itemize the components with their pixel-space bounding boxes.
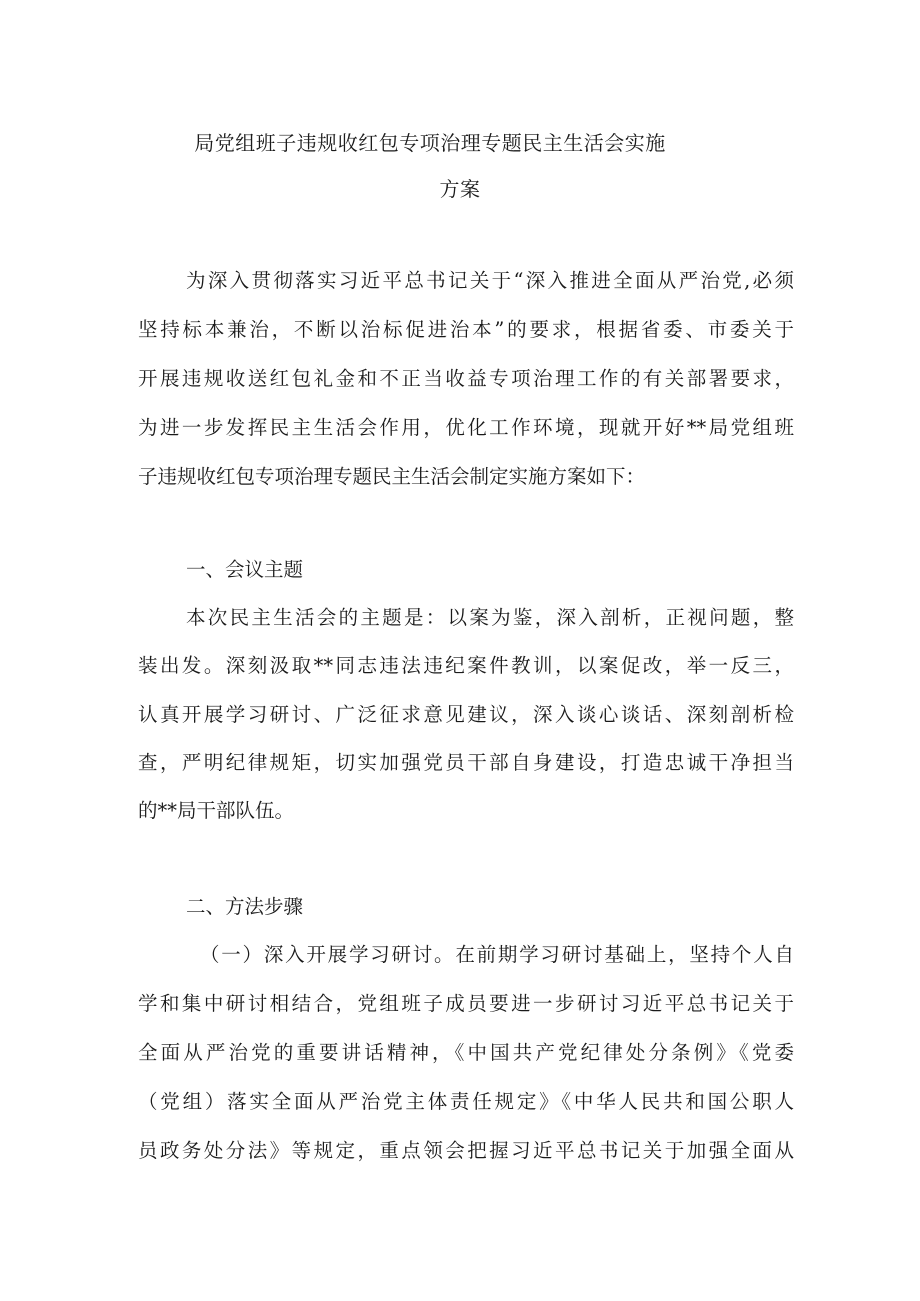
- intro-line-4: 为进一步发挥民主生活会作用，优化工作环境，现就开好**局党组班: [138, 416, 794, 439]
- section-1-line-1: 本次民主生活会的主题是：以案为鉴，深入剖析，正视问题，整: [186, 606, 794, 629]
- section-1-line-2: 装出发。深刻汲取**同志违法违纪案件教训，以案促改，举一反三，: [138, 654, 794, 677]
- intro-line-1: 为深入贯彻落实习近平总书记关于“深入推进全面从严治党,必须: [186, 269, 794, 292]
- section-2-line-5: 员政务处分法》等规定，重点领会把握习近平总书记关于加强全面从: [138, 1139, 794, 1162]
- intro-line-2: 坚持标本兼治，不断以治标促进治本”的要求，根据省委、市委关于: [138, 318, 794, 341]
- section-2-line-3: 全面从严治党的重要讲话精神，《中国共产党纪律处分条例》《党委: [138, 1041, 794, 1064]
- section-2-heading: 二、方法步骤: [186, 895, 304, 918]
- intro-line-5: 子违规收红包专项治理专题民主生活会制定实施方案如下：: [138, 465, 646, 488]
- section-2-line-2: 学和集中研讨相结合，党组班子成员要进一步研讨习近平总书记关于: [138, 992, 794, 1015]
- section-1-heading: 一、会议主题: [186, 558, 304, 581]
- section-1-line-3: 认真开展学习研讨、广泛征求意见建议，深入谈心谈话、深刻剖析检: [138, 703, 794, 726]
- section-2-line-1: （一）深入开展学习研讨。在前期学习研讨基础上，坚持个人自: [200, 943, 794, 966]
- document-title-line-2: 方案: [439, 177, 481, 201]
- intro-line-3: 开展违规收送红包礼金和不正当收益专项治理工作的有关部署要求，: [138, 367, 794, 390]
- section-1-line-5: 的**局干部队伍。: [138, 799, 295, 822]
- section-2-line-4: （党组）落实全面从严治党主体责任规定》《中华人民共和国公职人: [138, 1090, 794, 1113]
- section-1-line-4: 查，严明纪律规矩，切实加强党员干部自身建设，打造忠诚干净担当: [138, 751, 794, 774]
- document-title-line-1: 局党组班子违规收红包专项治理专题民主生活会实施: [194, 131, 666, 155]
